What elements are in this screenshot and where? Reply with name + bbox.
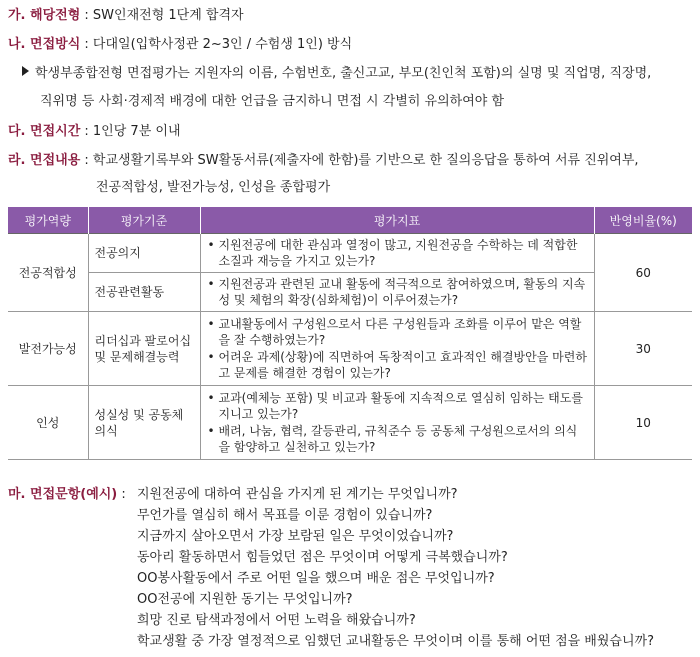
table-row (8, 234, 692, 273)
triangle-bullet-icon (22, 66, 29, 76)
note-line-1 (22, 65, 651, 83)
section-ga-text: : SW인재전형 1단계 합격자 (80, 8, 244, 23)
question-item: 지금까지 살아오면서 가장 보람된 일은 무엇이었습니까? (137, 529, 454, 544)
indicator-cell (200, 386, 594, 460)
indicator-cell (200, 273, 594, 312)
criteria-cell: 성실성 및 공동체의식 (88, 386, 200, 460)
section-ma-sep: : (117, 487, 126, 502)
header-criteria: 평가기준 (88, 207, 200, 234)
section-ra-text-2: 전공적합성, 발전가능성, 인성을 종합평가 (96, 180, 331, 195)
competency-cell: 발전가능성 (8, 312, 88, 386)
header-indicator: 평가지표 (200, 207, 594, 234)
header-ratio: 반영비율(%) (594, 207, 692, 234)
section-ra (8, 152, 639, 170)
section-ga-prefix: 가. 해당전형 (8, 8, 81, 23)
evaluation-table (8, 207, 692, 460)
table-row (8, 386, 692, 460)
criteria-cell: 전공의지 (88, 234, 200, 273)
indicator-cell (200, 312, 594, 386)
question-item: 무언가를 열심히 해서 목표를 이룬 경험이 있습니까? (137, 508, 433, 523)
question-item: 희망 진로 탐색과정에서 어떤 노력을 해왔습니까? (137, 613, 416, 628)
section-ra-prefix: 라. 면접내용 (8, 153, 81, 168)
section-ra-text: : 학교생활기록부와 SW활동서류(제출자에 한함)를 기반으로 한 질의응답을 통하여 서류 진위여부, (80, 153, 639, 168)
question-item: 동아리 활동하면서 힘들었던 점은 무엇이며 어떻게 극복했습니까? (137, 550, 508, 565)
section-ra-line2 (96, 179, 330, 197)
note-line-2 (40, 93, 504, 111)
section-da-prefix: 다. 면접시간 (8, 124, 81, 139)
question-item: OO봉사활동에서 주로 어떤 일을 했으며 배운 점은 무엇입니까? (137, 571, 495, 586)
indicator-item: • 어려운 과제(상황)에 직면하여 독창적이고 효과적인 해결방안을 마련하고 문제를 해결한 경험이 있는가? (207, 349, 588, 381)
ratio-cell: 10 (594, 386, 692, 460)
ratio-cell: 60 (594, 234, 692, 312)
section-da (8, 123, 181, 141)
section-na-prefix: 나. 면접방식 (8, 37, 81, 52)
question-item: 지원전공에 대하여 관심을 가지게 된 계기는 무엇입니까? (137, 487, 458, 502)
section-ma-prefix: 마. 면접문항(예시) (8, 487, 118, 502)
question-item: 학교생활 중 가장 열정적으로 임했던 교내활동은 무엇이며 이를 통해 어떤 점을 배웠습니까? (137, 634, 655, 649)
indicator-item: • 지원전공에 대한 관심과 열정이 많고, 지원전공을 수학하는 데 적합한 소질과 재능을 가지고 있는가? (207, 237, 588, 269)
ratio-cell: 30 (594, 312, 692, 386)
section-na-text: : 다대일(입학사정관 2~3인 / 수험생 1인) 방식 (80, 37, 353, 52)
indicator-cell (200, 234, 594, 273)
indicator-item: • 배려, 나눔, 협력, 갈등관리, 규칙준수 등 공동체 구성원으로서의 의식을 함양하고 실천하고 있는가? (207, 423, 588, 455)
table-row (8, 273, 692, 312)
indicator-item: • 지원전공과 관련된 교내 활동에 적극적으로 참여하였으며, 활동의 지속성 및 체험의 확장(심화체험)이 이루어졌는가? (207, 276, 588, 308)
section-da-text: : 1인당 7분 이내 (80, 124, 181, 139)
criteria-cell: 리더십과 팔로어십 및 문제해결능력 (88, 312, 200, 386)
section-na (8, 36, 352, 54)
competency-cell: 인성 (8, 386, 88, 460)
indicator-item: • 교과(예체능 포함) 및 비교과 활동에 지속적으로 열심히 임하는 태도를 지니고 있는가? (207, 390, 588, 422)
note-text-2: 직위명 등 사회·경제적 배경에 대한 언급을 금지하니 면접 시 각별히 유의하여야 함 (40, 94, 505, 109)
header-competency: 평가역량 (8, 207, 88, 234)
table-header-row (8, 207, 692, 234)
competency-cell: 전공적합성 (8, 234, 88, 312)
table-row (8, 312, 692, 386)
criteria-cell: 전공관련활동 (88, 273, 200, 312)
question-item: OO전공에 지원한 동기는 무엇입니까? (137, 592, 353, 607)
section-ma (8, 486, 126, 504)
section-ga (8, 7, 244, 25)
note-text-1: 학생부종합전형 면접평가는 지원자의 이름, 수험번호, 출신고교, 부모(친인척 포함)의 실명 및 직업명, 직장명, (35, 66, 652, 81)
indicator-item: • 교내활동에서 구성원으로서 다른 구성원들과 조화를 이루어 맡은 역할을 잘 수행하였는가? (207, 316, 588, 348)
